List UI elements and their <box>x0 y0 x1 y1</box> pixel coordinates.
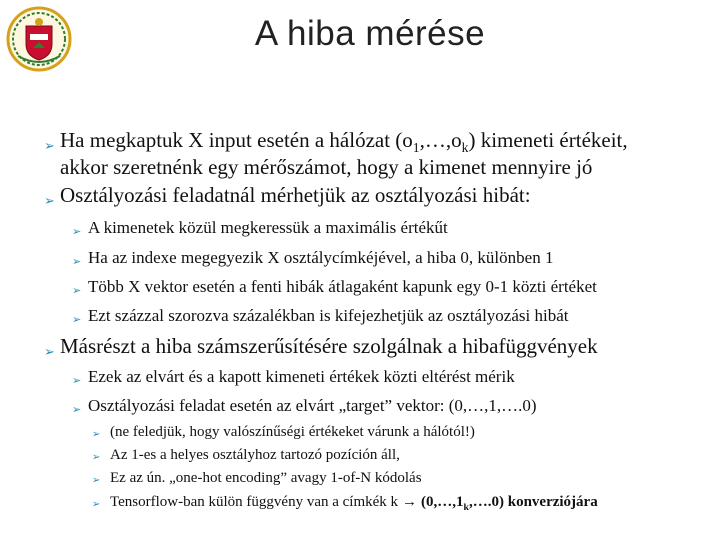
bullet-text-1: Ha megkaptuk X input esetén a hálózat $(o_1,\dots,o_k)$ kimeneti értékeit, <box>60 128 628 156</box>
sub-bullet-text: Osztályozási feladat esetén az elvárt „target” vektor: (0,…,1,….0) <box>88 396 537 415</box>
bullet-item-2 <box>44 183 531 207</box>
sub-bullet-item-5 <box>72 367 515 387</box>
sub-bullet-text: Több X vektor esetén a fenti hibák átlagaként kapunk egy 0-1 közti értéket <box>88 277 597 296</box>
sub-bullet-item-1 <box>72 218 448 238</box>
sub-sub-bullet-text: Tensorflow-ban külön függvény van a címkék $k \to (0,\dots,1_k,\dots.0)$ konverziójára <box>110 494 598 513</box>
bullet-arrow-icon: ➢ <box>92 475 101 486</box>
bullet-arrow-icon: ➢ <box>72 375 82 387</box>
bullet-arrow-icon: ➢ <box>72 404 82 416</box>
sub-sub-bullet-item-3 <box>92 469 422 487</box>
bullet-text-3: Másrészt a hiba számszerűsítésére szolgálnak a hibafüggvények <box>60 334 598 358</box>
bullet-arrow-icon: ➢ <box>72 314 82 326</box>
sub-bullet-text: Ezek az elvárt és a kapott kimeneti értékek közti eltérést mérik <box>88 367 515 386</box>
bullet-arrow-icon: ➢ <box>72 256 82 268</box>
bullet-item-1-continuation <box>60 155 592 179</box>
sub-sub-bullet-text: (ne feledjük, hogy valószínűségi értékeket várunk a hálótól!) <box>110 424 475 440</box>
bullet-item-3 <box>44 334 598 358</box>
sub-sub-bullet-text: Az 1-es a helyes osztályhoz tartozó pozíción áll, <box>110 447 400 463</box>
bullet-arrow-icon: ➢ <box>92 499 101 510</box>
sub-bullet-text: Ezt százzal szorozva százalékban is kifejezhetjük az osztályozási hibát <box>88 306 569 325</box>
sub-sub-bullet-item-1 <box>92 423 475 441</box>
sub-bullet-item-3 <box>72 277 597 297</box>
sub-sub-bullet-text: Ez az ún. „one-hot encoding” avagy 1-of-N kódolás <box>110 470 422 486</box>
bullet-arrow-icon: ➢ <box>92 452 101 463</box>
bullet-arrow-icon: ➢ <box>72 226 82 238</box>
sub-bullet-item-2 <box>72 248 553 268</box>
sub-bullet-text: A kimenetek közül megkeressük a maximális értékűt <box>88 218 448 237</box>
sub-sub-bullet-item-2 <box>92 446 400 464</box>
sub-sub-bullet-item-4 <box>92 493 598 517</box>
sub-bullet-item-6 <box>72 396 537 416</box>
bullet-arrow-icon: ➢ <box>92 429 101 440</box>
sub-bullet-text: Ha az indexe megegyezik X osztálycímkéjével, a hiba 0, különben 1 <box>88 248 554 267</box>
bullet-text-2: Osztályozási feladatnál mérhetjük az osztályozási hibát: <box>60 183 531 207</box>
right-arrow-icon: → <box>402 494 418 510</box>
bullet-arrow-icon: ➢ <box>44 193 55 208</box>
sub-bullet-item-4 <box>72 306 568 326</box>
bullet-text-1b: akkor szeretnénk egy mérőszámot, hogy a kimenet mennyire jó <box>60 155 593 179</box>
slide-title: A hiba mérése <box>254 14 486 53</box>
bullet-arrow-icon: ➢ <box>72 285 82 297</box>
bullet-arrow-icon: ➢ <box>44 344 55 359</box>
bullet-arrow-icon: ➢ <box>44 138 55 153</box>
